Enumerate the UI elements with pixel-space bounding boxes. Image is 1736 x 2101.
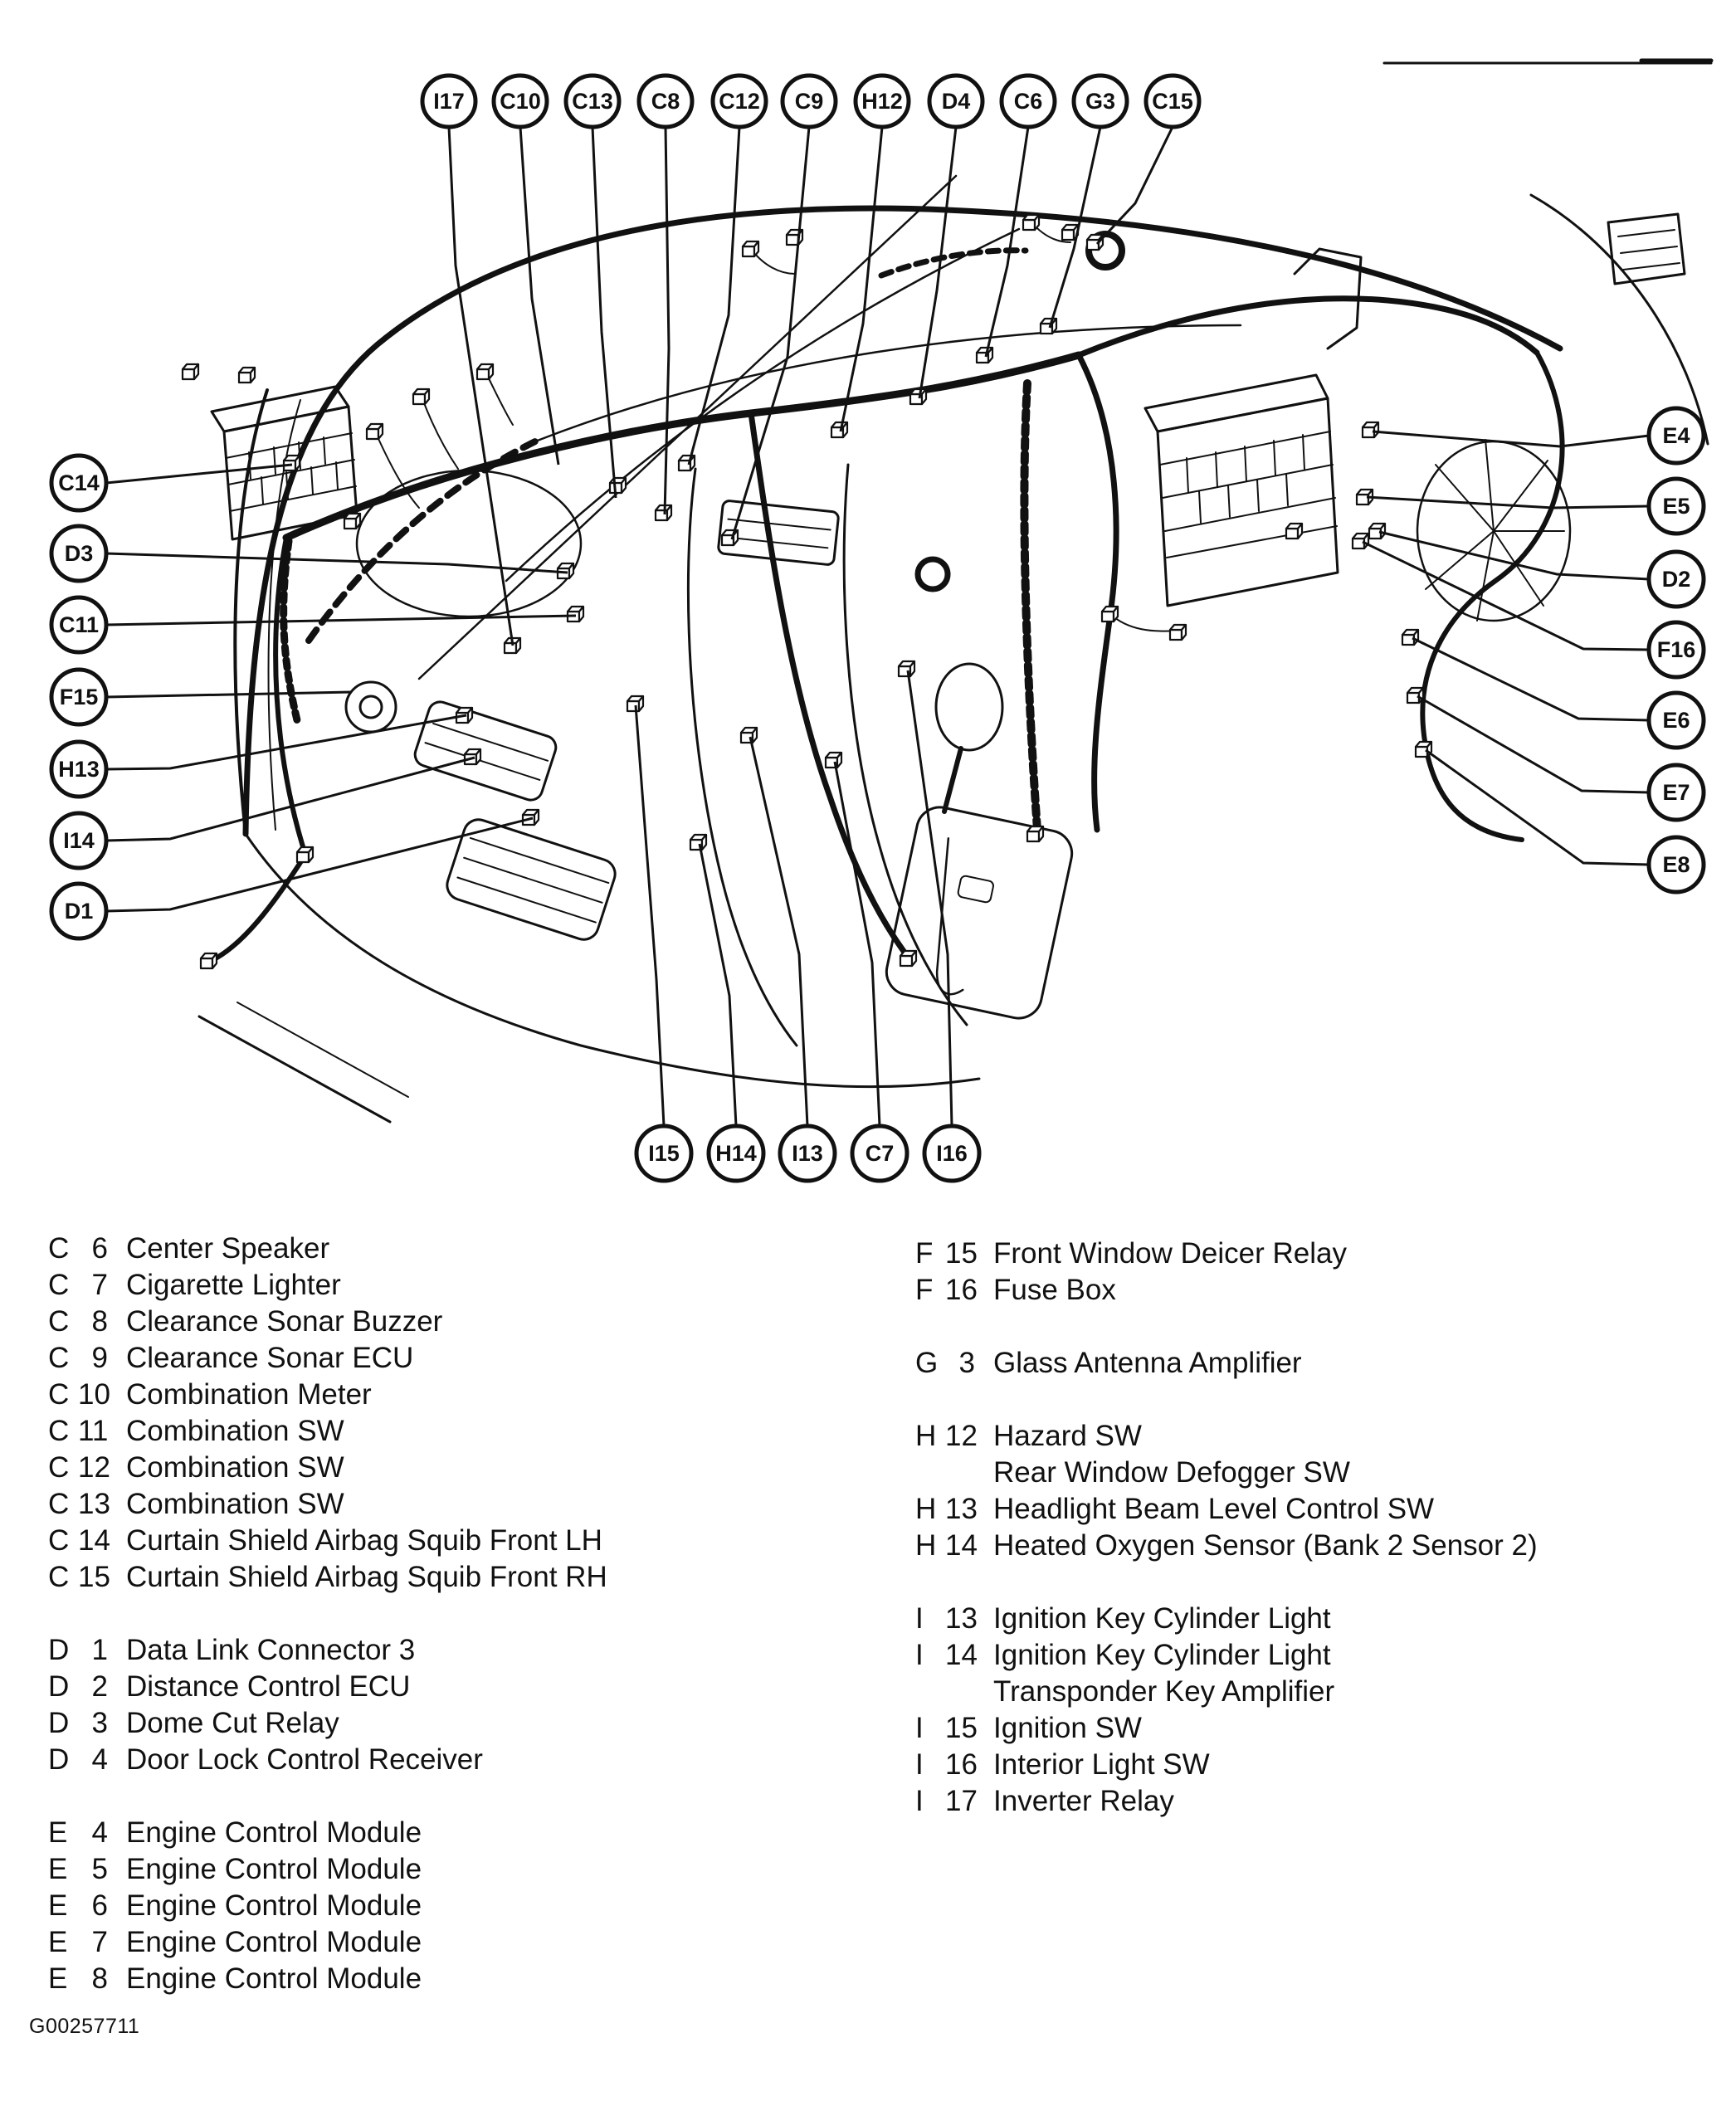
- legend-name: Glass Antenna Amplifier: [993, 1347, 1302, 1379]
- legend-code-letter: D: [48, 1670, 70, 1703]
- legend-name: Rear Window Defogger SW: [993, 1456, 1350, 1489]
- legend-row: [48, 1705, 607, 1742]
- left-vent-opening: [412, 699, 559, 803]
- legend-row: [48, 1888, 607, 1924]
- legend-code-letter: C: [48, 1561, 70, 1593]
- leader-line: [520, 127, 558, 465]
- callout-label: H12: [861, 89, 903, 114]
- legend-row: [48, 1742, 607, 1778]
- legend-name: Curtain Shield Airbag Squib Front RH: [126, 1561, 607, 1593]
- fuse-box: [1145, 375, 1338, 606]
- legend-code-number: 12: [78, 1451, 110, 1484]
- callout-label: H13: [58, 757, 100, 782]
- legend-row: [48, 1486, 607, 1523]
- callout-label: I16: [936, 1141, 968, 1166]
- legend-row: [48, 1851, 607, 1888]
- legend-code-letter: C: [48, 1488, 70, 1520]
- legend-code-letter: E: [48, 1962, 68, 1995]
- callout-label: C13: [572, 89, 613, 114]
- dash-top-sweep: [246, 208, 1560, 834]
- leader-line: [106, 616, 576, 625]
- legend-row: [915, 1236, 1538, 1272]
- legend-name: Combination Meter: [126, 1378, 372, 1411]
- legend-code-letter: I: [915, 1712, 924, 1744]
- ribbed-conduit-center: [1024, 383, 1037, 830]
- legend-code-number: 13: [78, 1488, 110, 1520]
- legend-code-letter: D: [48, 1634, 70, 1666]
- legend-code-letter: C: [48, 1269, 70, 1301]
- legend-name: Heated Oxygen Sensor (Bank 2 Sensor 2): [993, 1529, 1538, 1562]
- legend-name: Door Lock Control Receiver: [126, 1743, 483, 1776]
- legend-code-letter: I: [915, 1639, 924, 1671]
- legend-row: [48, 1669, 607, 1705]
- legend-code-number: 8: [91, 1305, 108, 1338]
- legend-code-number: 3: [91, 1707, 108, 1739]
- legend-name: Ignition SW: [993, 1712, 1142, 1744]
- legend-row: [915, 1272, 1538, 1309]
- callout-D4: [919, 76, 983, 398]
- door-sill-line-1: [199, 1016, 390, 1122]
- steering-column-outer: [346, 682, 396, 732]
- callout-H13: [51, 715, 466, 797]
- legend-name: Ignition Key Cylinder Light: [993, 1602, 1331, 1635]
- legend-code-letter: D: [48, 1743, 70, 1776]
- cowl-line: [535, 325, 1241, 441]
- legend-right-column: [915, 1236, 1538, 1820]
- legend-code-number: 15: [945, 1237, 978, 1270]
- grommet-mid: [918, 559, 948, 589]
- legend-name: Distance Control ECU: [126, 1670, 411, 1703]
- legend-code-number: 1: [91, 1634, 108, 1666]
- legend-code-number: 16: [945, 1274, 978, 1306]
- callout-label: C6: [1013, 89, 1043, 114]
- door-sill-line-2: [237, 1002, 408, 1097]
- harness-console-branch: [751, 413, 910, 960]
- legend-code-number: 6: [91, 1232, 108, 1265]
- callout-label: C15: [1152, 89, 1193, 114]
- callout-label: C14: [58, 470, 100, 495]
- legend-code-number: 9: [91, 1342, 108, 1374]
- legend-name: Transponder Key Amplifier: [993, 1675, 1335, 1708]
- legend-gap: [915, 1382, 1538, 1418]
- legend-code-letter: H: [915, 1420, 937, 1452]
- legend-code-number: 14: [78, 1524, 110, 1557]
- legend-code-number: 13: [945, 1602, 978, 1635]
- legend-code-letter: I: [915, 1748, 924, 1781]
- callout-C8: [639, 76, 692, 514]
- legend-row: [48, 1924, 607, 1961]
- legend-row: [48, 1815, 607, 1851]
- callout-label: E8: [1662, 852, 1690, 877]
- legend-code-number: 15: [78, 1561, 110, 1593]
- legend-code-letter: D: [48, 1707, 70, 1739]
- legend-name: Headlight Beam Level Control SW: [993, 1493, 1435, 1525]
- legend-row: [915, 1674, 1538, 1710]
- legend-name: Front Window Deicer Relay: [993, 1237, 1347, 1270]
- legend-left-column: [48, 1231, 607, 1997]
- callout-H14: [700, 844, 763, 1181]
- callout-label: C9: [794, 89, 824, 114]
- legend-code-letter: C: [48, 1305, 70, 1338]
- legend-row: [915, 1491, 1538, 1528]
- callout-label: E4: [1662, 423, 1690, 448]
- shift-gate-plate: [882, 803, 1076, 1022]
- callout-D3: [51, 526, 568, 581]
- legend-code-letter: C: [48, 1451, 70, 1484]
- callout-F15: [51, 670, 352, 724]
- lower-dash-hem: [246, 834, 979, 1087]
- callout-label: C12: [719, 89, 760, 114]
- callout-I16: [908, 670, 979, 1181]
- dashboard-line-art: [199, 61, 1711, 1122]
- legend-code-letter: F: [915, 1274, 934, 1306]
- leader-line: [750, 737, 807, 1126]
- callout-C14: [51, 456, 292, 510]
- callout-label: I17: [433, 89, 465, 114]
- leader-line: [106, 692, 352, 697]
- legend-code-letter: H: [915, 1529, 937, 1562]
- legend-name: Hazard SW: [993, 1420, 1142, 1452]
- callout-label: F16: [1656, 637, 1696, 662]
- legend-code-number: 17: [945, 1785, 978, 1817]
- legend-gap: [48, 1596, 607, 1632]
- callout-I17: [422, 76, 513, 646]
- callout-label: C10: [500, 89, 541, 114]
- windshield-edge-2: [506, 229, 1019, 581]
- legend-code-number: 10: [78, 1378, 110, 1411]
- legend-code-number: 7: [91, 1269, 108, 1301]
- legend-code-number: 11: [78, 1415, 109, 1447]
- legend-gap: [915, 1564, 1538, 1601]
- legend-name: Center Speaker: [126, 1232, 330, 1265]
- legend-name: Cigarette Lighter: [126, 1269, 341, 1301]
- harness-dashed-top: [881, 251, 1026, 275]
- legend-code-letter: C: [48, 1342, 70, 1374]
- callout-label: I14: [63, 828, 95, 853]
- leader-line: [1367, 497, 1649, 508]
- legend-gap: [915, 1309, 1538, 1345]
- legend-row: [915, 1710, 1538, 1747]
- figure-number: G00257711: [29, 2015, 140, 2038]
- legend-row: [48, 1523, 607, 1559]
- legend-code-number: 6: [91, 1889, 108, 1922]
- callout-label: H14: [715, 1141, 757, 1166]
- legend-code-number: 4: [91, 1743, 108, 1776]
- callout-G3: [1050, 76, 1127, 328]
- legend-row: [915, 1783, 1538, 1820]
- callout-label: G3: [1085, 89, 1116, 114]
- legend-row: [915, 1601, 1538, 1637]
- shift-knob: [936, 664, 1002, 750]
- legend-code-number: 7: [91, 1926, 108, 1958]
- callout-label: D1: [64, 899, 94, 924]
- legend-row: [48, 1413, 607, 1450]
- leader-line: [636, 705, 664, 1126]
- legend-code-letter: E: [48, 1816, 68, 1849]
- legend-code-number: 5: [91, 1853, 108, 1885]
- legend-code-number: 2: [91, 1670, 108, 1703]
- legend-row: [915, 1528, 1538, 1564]
- legend-code-letter: G: [915, 1347, 939, 1379]
- legend-row: [48, 1231, 607, 1267]
- callout-label: F15: [59, 685, 99, 709]
- legend-code-letter: C: [48, 1524, 70, 1557]
- leader-line: [700, 844, 736, 1126]
- callout-I15: [636, 705, 691, 1181]
- callout-label: D4: [941, 89, 971, 114]
- leader-line: [106, 715, 466, 769]
- callout-layer: [51, 76, 1704, 1181]
- callout-label: D3: [64, 541, 94, 566]
- legend-name: Interior Light SW: [993, 1748, 1210, 1781]
- callout-C13: [566, 76, 619, 498]
- callout-label: D2: [1661, 567, 1691, 592]
- harness-right-down: [1079, 355, 1116, 830]
- legend-row: [915, 1345, 1538, 1382]
- shift-lever: [944, 748, 961, 812]
- legend-code-letter: E: [48, 1889, 68, 1922]
- legend-code-letter: I: [915, 1785, 924, 1817]
- legend-code-number: 15: [945, 1712, 978, 1744]
- leader-line: [732, 127, 809, 539]
- legend-name: Combination SW: [126, 1451, 344, 1484]
- harness-corner: [211, 855, 305, 961]
- legend-row: [915, 1455, 1538, 1491]
- legend-name: Clearance Sonar Buzzer: [126, 1305, 443, 1338]
- right-vent: [1608, 214, 1685, 284]
- legend-name: Engine Control Module: [126, 1926, 422, 1958]
- legend-row: [915, 1747, 1538, 1783]
- legend-name: Engine Control Module: [126, 1962, 422, 1995]
- legend-name: Engine Control Module: [126, 1816, 422, 1849]
- legend-row: [915, 1637, 1538, 1674]
- legend-row: [48, 1267, 607, 1304]
- legend-code-letter: C: [48, 1415, 70, 1447]
- legend-name: Combination SW: [126, 1488, 344, 1520]
- legend-name: Curtain Shield Airbag Squib Front LH: [126, 1524, 602, 1557]
- legend-name: Clearance Sonar ECU: [126, 1342, 414, 1374]
- legend-name: Ignition Key Cylinder Light: [993, 1639, 1331, 1671]
- callout-I14: [51, 758, 475, 868]
- callout-label: C11: [58, 612, 100, 637]
- legend-row: [48, 1961, 607, 1997]
- callout-label: I13: [792, 1141, 823, 1166]
- leader-line: [106, 465, 292, 483]
- harness-main: [286, 355, 1079, 538]
- callout-E4: [1373, 408, 1704, 463]
- callout-label: E7: [1662, 780, 1690, 805]
- legend-gap: [48, 1778, 607, 1815]
- legend-row: [48, 1632, 607, 1669]
- leader-line: [106, 818, 533, 911]
- legend-row: [915, 1418, 1538, 1455]
- legend-name: Fuse Box: [993, 1274, 1116, 1306]
- legend-code-number: 4: [91, 1816, 108, 1849]
- legend-code-letter: F: [915, 1237, 934, 1270]
- console-right-edge: [844, 465, 967, 1025]
- legend-code-number: 14: [945, 1529, 978, 1562]
- callout-D2: [1379, 532, 1704, 607]
- legend-name: Combination SW: [126, 1415, 344, 1447]
- callout-label: C7: [865, 1141, 895, 1166]
- steering-column-inner: [360, 696, 382, 718]
- callout-label: E6: [1662, 708, 1690, 733]
- leader-line: [1417, 696, 1649, 792]
- legend-code-number: 12: [945, 1420, 978, 1452]
- legend-name: Inverter Relay: [993, 1785, 1174, 1817]
- callout-C9: [732, 76, 836, 539]
- callout-label: E5: [1662, 494, 1690, 519]
- callout-label: C8: [651, 89, 680, 114]
- legend-code-number: 8: [91, 1962, 108, 1995]
- leader-line: [665, 127, 669, 514]
- legend-code-letter: I: [915, 1602, 924, 1635]
- ecm-connector-fan: [1417, 440, 1570, 621]
- callout-label: I15: [648, 1141, 680, 1166]
- callout-I13: [750, 737, 835, 1181]
- legend-code-number: 16: [945, 1748, 978, 1781]
- legend-row: [48, 1340, 607, 1377]
- callout-C12: [689, 76, 766, 465]
- legend-code-number: 3: [958, 1347, 975, 1379]
- legend-row: [48, 1450, 607, 1486]
- callout-C7: [835, 762, 907, 1181]
- legend-code-letter: E: [48, 1853, 68, 1885]
- legend-code-letter: E: [48, 1926, 68, 1958]
- leader-line: [1426, 750, 1649, 865]
- legend-row: [48, 1559, 607, 1596]
- legend-code-number: 14: [945, 1639, 978, 1671]
- legend-name: Engine Control Module: [126, 1889, 422, 1922]
- legend-code-number: 13: [945, 1493, 978, 1525]
- legend-code-letter: C: [48, 1378, 70, 1411]
- legend-name: Engine Control Module: [126, 1853, 422, 1885]
- legend-code-letter: C: [48, 1232, 70, 1265]
- legend-code-letter: H: [915, 1493, 937, 1525]
- legend-name: Data Link Connector 3: [126, 1634, 416, 1666]
- legend-row: [48, 1304, 607, 1340]
- legend-name: Dome Cut Relay: [126, 1707, 339, 1739]
- legend-row: [48, 1377, 607, 1413]
